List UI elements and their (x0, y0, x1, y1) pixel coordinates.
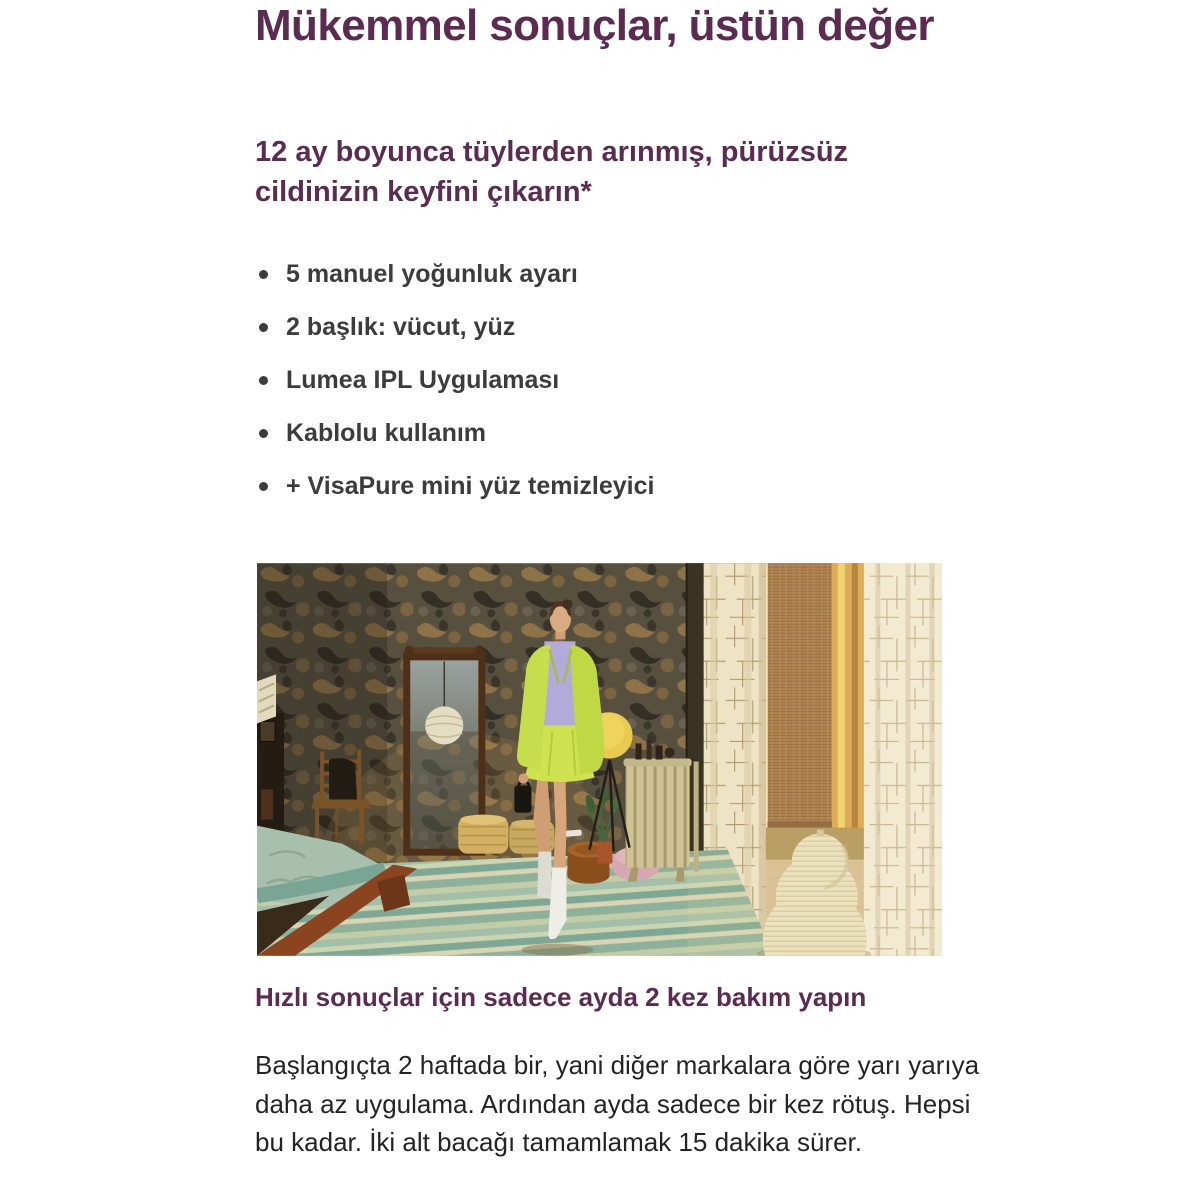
room-scene-illustration (257, 563, 942, 956)
bullet-icon (259, 482, 268, 491)
lifestyle-photo (257, 563, 942, 956)
bullet-icon (259, 376, 268, 385)
quick-results-heading: Hızlı sonuçlar için sadece ayda 2 kez bakım yapın (255, 982, 867, 1012)
feature-item (255, 315, 955, 340)
page-title: Mükemmel sonuçlar, üstün değer (255, 1, 934, 50)
paper-lantern-reflection (425, 706, 463, 744)
feature-item (255, 421, 955, 446)
bullet-icon (259, 429, 268, 438)
feature-label: Lumea IPL Uygulaması (286, 366, 560, 394)
feature-item (255, 474, 955, 499)
bullet-icon (259, 270, 268, 279)
bullet-icon (259, 323, 268, 332)
sunlight-wash (688, 563, 942, 956)
page-subtitle: 12 ay boyunca tüylerden arınmış, pürüzsüz cildinizin keyfini çıkarın* (255, 136, 849, 208)
draped-garment (329, 758, 357, 806)
feature-label: Kablolu kullanım (286, 419, 487, 447)
feature-label: 2 başlık: vücut, yüz (286, 313, 516, 341)
feature-item (255, 262, 955, 287)
feature-list (255, 262, 955, 527)
handbag (514, 786, 531, 813)
quick-results-body: Başlangıçta 2 haftada bir, yani diğer markalara göre yarı yarıya daha az uygulama. Ardından ayda sadece bir kez rötuş. Hepsi bu kadar. İki alt bacağı tamamlamak 15 dakika sürer. (255, 1050, 980, 1157)
feature-label: + VisaPure mini yüz temizleyici (286, 472, 655, 500)
feature-item (255, 368, 955, 393)
radiator (624, 739, 699, 881)
feature-label: 5 manuel yoğunluk ayarı (286, 260, 578, 288)
